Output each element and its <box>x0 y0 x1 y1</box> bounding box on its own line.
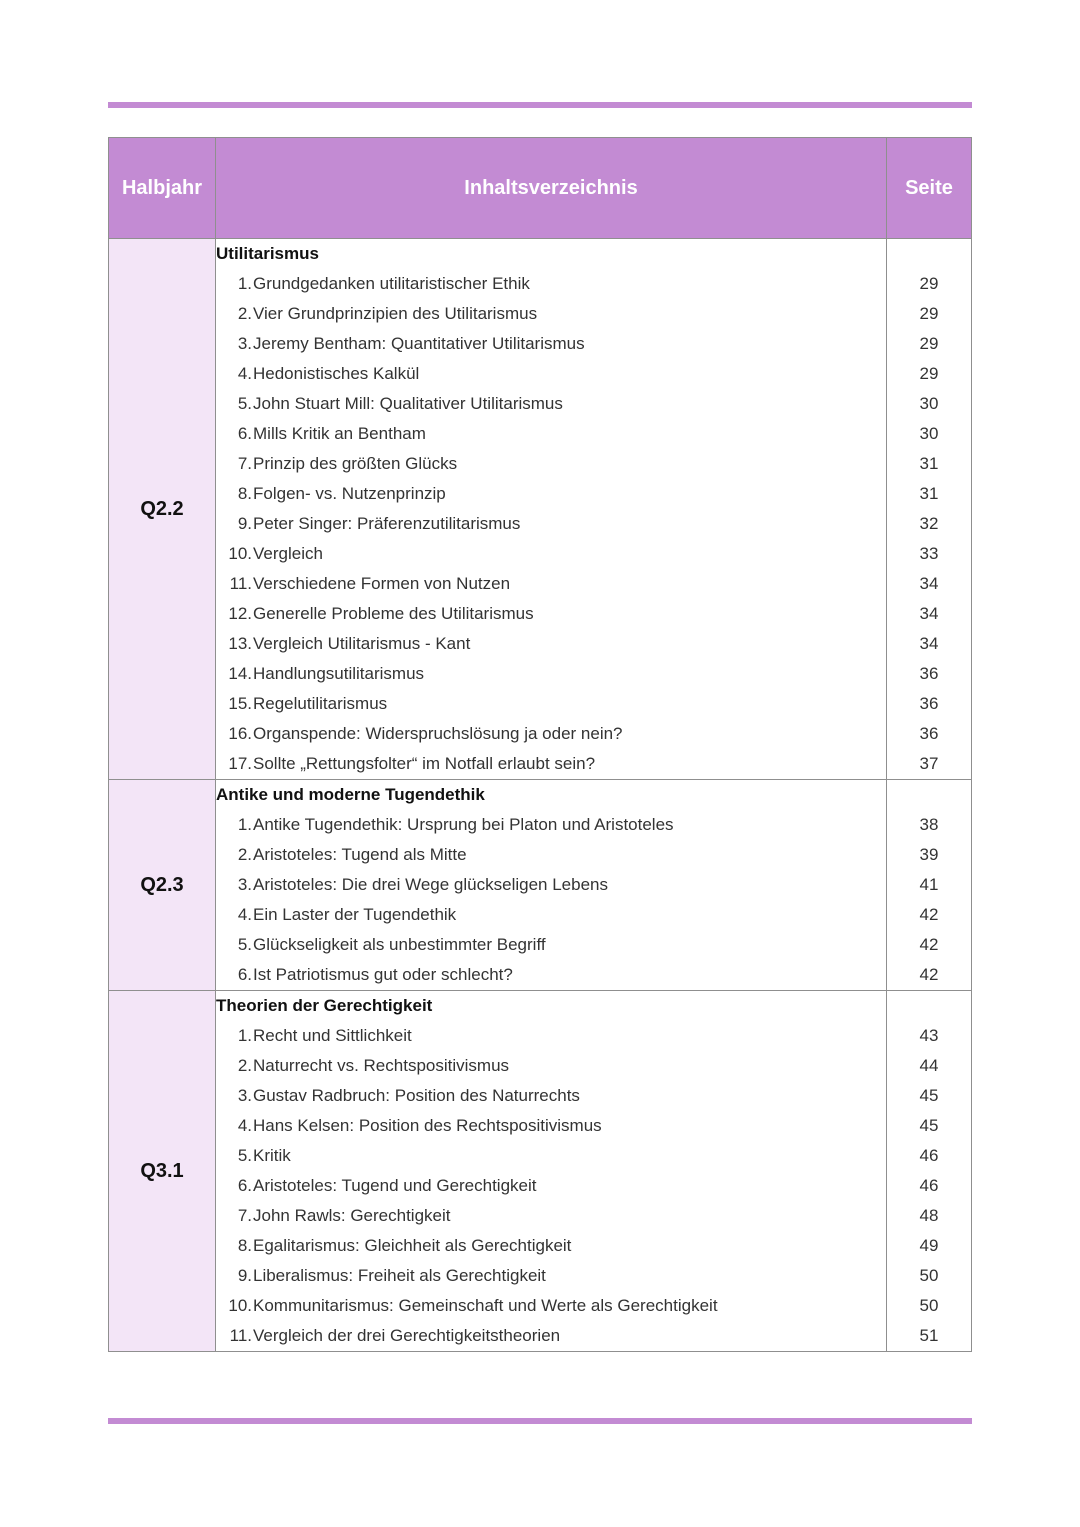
entry-title: Gustav Radbruch: Position des Naturrechts <box>253 1086 580 1105</box>
page-spacer <box>887 239 971 269</box>
toc-entry <box>216 1051 886 1081</box>
entry-page: 46 <box>919 1146 939 1165</box>
toc-entry <box>216 599 886 629</box>
entry-title: Vergleich Utilitarismus - Kant <box>253 634 471 653</box>
toc-entry <box>216 509 886 539</box>
entry-number: 14. <box>228 664 252 683</box>
header-row <box>109 138 972 239</box>
entry-number: 16. <box>228 724 252 743</box>
table-of-contents <box>108 137 972 1352</box>
entry-number: 10. <box>228 1296 252 1315</box>
entry-number: 9. <box>237 1266 252 1285</box>
term-label: Q2.3 <box>109 780 216 991</box>
entry-page: 36 <box>919 724 939 743</box>
entry-number: 5. <box>237 1146 252 1165</box>
toc-entry <box>216 419 886 449</box>
entry-page: 42 <box>919 965 939 984</box>
entry-number: 1. <box>237 1026 252 1045</box>
entry-title: John Rawls: Gerechtigkeit <box>253 1206 451 1225</box>
entry-page: 29 <box>919 274 939 293</box>
entry-number: 5. <box>237 394 252 413</box>
entry-page: 36 <box>919 664 939 683</box>
toc-entry <box>216 689 886 719</box>
section-title: Antike und moderne Tugendethik <box>216 785 485 804</box>
entry-title: Glückseligkeit als unbestimmter Begriff <box>253 935 546 954</box>
entry-title: Ein Laster der Tugendethik <box>253 905 457 924</box>
term-label: Q3.1 <box>109 991 216 1352</box>
entry-title: Ist Patriotismus gut oder schlecht? <box>253 965 513 984</box>
entry-title: Regelutilitarismus <box>253 694 388 713</box>
entry-title: John Stuart Mill: Qualitativer Utilitarismus <box>253 394 563 413</box>
entry-title: Vergleich der drei Gerechtigkeitstheorien <box>253 1326 561 1345</box>
entry-page: 29 <box>919 304 939 323</box>
section-pages <box>887 991 972 1352</box>
toc-entry <box>216 659 886 689</box>
toc-entry <box>216 1021 886 1051</box>
entry-title: Prinzip des größten Glücks <box>253 454 458 473</box>
bottom-divider <box>108 1418 972 1424</box>
entry-title: Grundgedanken utilitaristischer Ethik <box>253 274 530 293</box>
entry-title: Sollte „Rettungsfolter“ im Notfall erlaubt sein? <box>253 754 596 773</box>
entry-number: 11. <box>229 1326 252 1345</box>
entry-number: 9. <box>237 514 252 533</box>
entry-page: 31 <box>919 454 939 473</box>
toc-entry <box>216 1201 886 1231</box>
entry-page: 30 <box>919 394 939 413</box>
entry-title: Liberalismus: Freiheit als Gerechtigkeit <box>253 1266 546 1285</box>
entry-number: 3. <box>237 1086 252 1105</box>
entry-number: 7. <box>237 1206 252 1225</box>
entry-title: Hedonistisches Kalkül <box>253 364 420 383</box>
entry-page: 32 <box>919 514 939 533</box>
entry-number: 4. <box>237 364 252 383</box>
entry-page: 33 <box>919 544 939 563</box>
entry-number: 1. <box>237 274 252 293</box>
section-content <box>216 239 887 780</box>
entry-title: Kritik <box>253 1146 291 1165</box>
toc-entry <box>216 749 886 779</box>
entry-page: 37 <box>919 754 939 773</box>
toc-entry <box>216 810 886 840</box>
toc-entry <box>216 900 886 930</box>
entry-number: 3. <box>237 875 252 894</box>
toc-entry <box>216 449 886 479</box>
entry-page: 42 <box>919 905 939 924</box>
toc-entry <box>216 719 886 749</box>
toc-entry <box>216 1171 886 1201</box>
toc-entry <box>216 1231 886 1261</box>
entry-title: Recht und Sittlichkeit <box>253 1026 412 1045</box>
top-divider <box>108 102 972 108</box>
toc-entry <box>216 479 886 509</box>
entry-number: 6. <box>237 965 252 984</box>
entry-number: 4. <box>237 905 252 924</box>
entry-number: 10. <box>228 544 252 563</box>
entry-page: 29 <box>919 334 939 353</box>
entry-page: 49 <box>919 1236 939 1255</box>
toc-entry <box>216 329 886 359</box>
entry-page: 50 <box>919 1296 939 1315</box>
entry-title: Verschiedene Formen von Nutzen <box>253 574 511 593</box>
entry-title: Hans Kelsen: Position des Rechtspositivismus <box>253 1116 602 1135</box>
entry-title: Generelle Probleme des Utilitarismus <box>253 604 534 623</box>
header-inhaltsverzeichnis: Inhaltsverzeichnis <box>216 138 887 239</box>
toc-entry <box>216 269 886 299</box>
entry-number: 15. <box>228 694 252 713</box>
entry-page: 41 <box>919 875 939 894</box>
entry-page: 29 <box>919 364 939 383</box>
entry-number: 3. <box>237 334 252 353</box>
entry-page: 36 <box>919 694 939 713</box>
entry-page: 45 <box>919 1116 939 1135</box>
entry-title: Egalitarismus: Gleichheit als Gerechtigkeit <box>253 1236 572 1255</box>
entry-title: Folgen- vs. Nutzenprinzip <box>253 484 446 503</box>
entry-title: Kommunitarismus: Gemeinschaft und Werte als Gerechtigkeit <box>253 1296 718 1315</box>
toc-entry <box>216 389 886 419</box>
entry-page: 34 <box>919 574 939 593</box>
entry-title: Peter Singer: Präferenzutilitarismus <box>253 514 521 533</box>
entry-page: 39 <box>919 845 939 864</box>
entry-number: 6. <box>237 424 252 443</box>
entry-page: 42 <box>919 935 939 954</box>
entry-number: 7. <box>237 454 252 473</box>
entry-page: 46 <box>919 1176 939 1195</box>
toc-entry <box>216 539 886 569</box>
toc-entry <box>216 1141 886 1171</box>
toc-entry <box>216 1111 886 1141</box>
toc-entry <box>216 359 886 389</box>
entry-number: 5. <box>237 935 252 954</box>
entry-title: Mills Kritik an Bentham <box>253 424 426 443</box>
toc-entry <box>216 629 886 659</box>
entry-title: Aristoteles: Tugend als Mitte <box>253 845 467 864</box>
entry-title: Handlungsutilitarismus <box>253 664 425 683</box>
entry-title: Aristoteles: Die drei Wege glückseligen Lebens <box>253 875 608 894</box>
entry-title: Vergleich <box>253 544 323 563</box>
section-row <box>109 991 972 1352</box>
entry-page: 43 <box>919 1026 939 1045</box>
section-content <box>216 991 887 1352</box>
entry-number: 2. <box>237 1056 252 1075</box>
toc-entry <box>216 960 886 990</box>
term-label: Q2.2 <box>109 239 216 780</box>
entry-title: Organspende: Widerspruchslösung ja oder nein? <box>253 724 623 743</box>
toc-entry <box>216 299 886 329</box>
entry-page: 48 <box>919 1206 939 1225</box>
entry-page: 34 <box>919 604 939 623</box>
header-halbjahr: Halbjahr <box>109 138 216 239</box>
entry-number: 11. <box>229 574 252 593</box>
toc-entry <box>216 1081 886 1111</box>
toc-entry <box>216 569 886 599</box>
section-pages <box>887 239 972 780</box>
entry-number: 2. <box>237 845 252 864</box>
toc-entry <box>216 1291 886 1321</box>
section-content <box>216 780 887 991</box>
section-row <box>109 780 972 991</box>
section-title: Utilitarismus <box>216 244 319 263</box>
entry-number: 17. <box>228 754 252 773</box>
section-pages <box>887 780 972 991</box>
entry-title: Antike Tugendethik: Ursprung bei Platon und Aristoteles <box>253 815 674 834</box>
entry-number: 8. <box>237 1236 252 1255</box>
toc-entry <box>216 930 886 960</box>
toc-entry <box>216 840 886 870</box>
entry-title: Naturrecht vs. Rechtspositivismus <box>253 1056 510 1075</box>
entry-page: 50 <box>919 1266 939 1285</box>
toc-entry <box>216 1321 886 1351</box>
entry-page: 31 <box>919 484 939 503</box>
entry-number: 12. <box>228 604 252 623</box>
section-row <box>109 239 972 780</box>
entry-number: 8. <box>237 484 252 503</box>
entry-number: 4. <box>237 1116 252 1135</box>
entry-page: 45 <box>919 1086 939 1105</box>
entry-number: 6. <box>237 1176 252 1195</box>
section-title: Theorien der Gerechtigkeit <box>216 996 433 1015</box>
entry-page: 44 <box>919 1056 939 1075</box>
entry-page: 51 <box>919 1326 939 1345</box>
entry-page: 34 <box>919 634 939 653</box>
entry-title: Vier Grundprinzipien des Utilitarismus <box>253 304 538 323</box>
toc-entry <box>216 870 886 900</box>
entry-number: 13. <box>228 634 252 653</box>
entry-title: Aristoteles: Tugend und Gerechtigkeit <box>253 1176 537 1195</box>
page-spacer <box>887 780 971 810</box>
page-spacer <box>887 991 971 1021</box>
entry-page: 38 <box>919 815 939 834</box>
entry-page: 30 <box>919 424 939 443</box>
entry-number: 1. <box>237 815 252 834</box>
entry-number: 2. <box>237 304 252 323</box>
header-seite: Seite <box>887 138 972 239</box>
toc-entry <box>216 1261 886 1291</box>
entry-title: Jeremy Bentham: Quantitativer Utilitarismus <box>253 334 585 353</box>
